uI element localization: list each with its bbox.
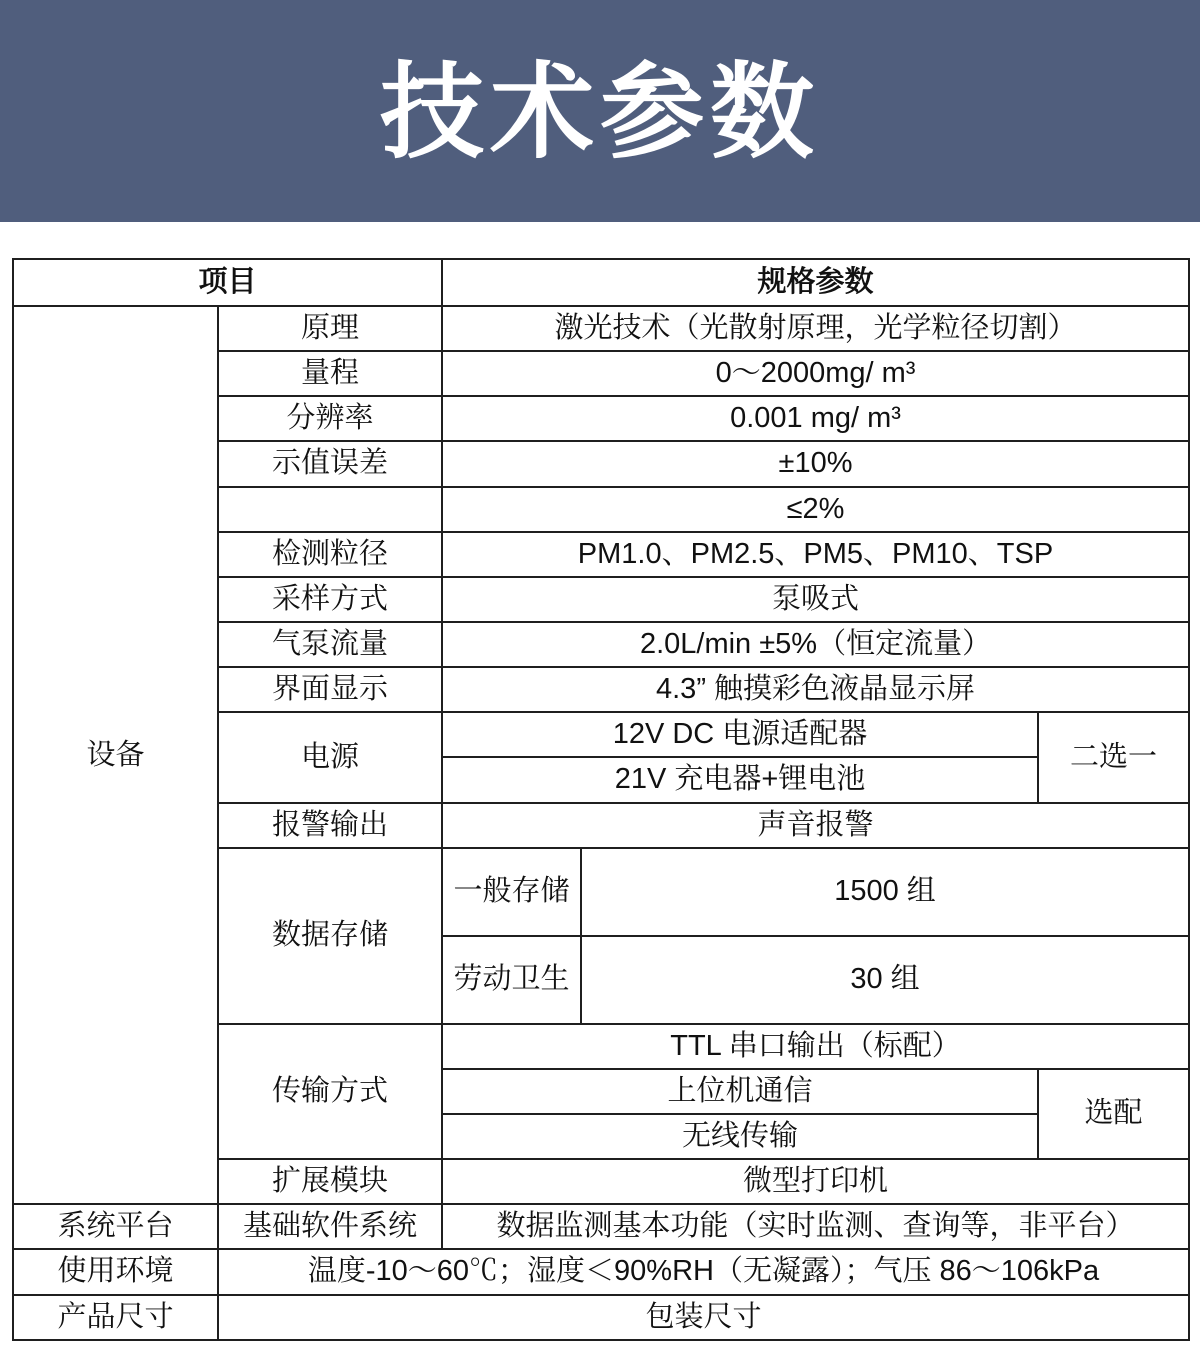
label-display: 界面显示 xyxy=(218,667,442,712)
value-indication-error: ±10% xyxy=(442,441,1189,486)
row-dimensions xyxy=(13,1295,1189,1340)
value-expansion: 微型打印机 xyxy=(442,1159,1189,1204)
spec-table xyxy=(12,258,1190,1341)
label-storage-hygiene: 劳动卫生 xyxy=(442,936,581,1024)
spec-table-container xyxy=(12,258,1188,1341)
label-principle: 原理 xyxy=(218,306,442,351)
label-transmission: 传输方式 xyxy=(218,1024,442,1159)
value-power-adapter: 12V DC 电源适配器 xyxy=(442,712,1038,757)
value-environment: 温度-10～60℃；湿度＜90%RH（无凝露）；气压 86～106kPa xyxy=(218,1249,1189,1294)
group-label-device: 设备 xyxy=(13,306,218,1204)
label-resolution: 分辨率 xyxy=(218,396,442,441)
label-pump-flow: 气泵流量 xyxy=(218,622,442,667)
label-sampling-method: 采样方式 xyxy=(218,577,442,622)
label-expansion: 扩展模块 xyxy=(218,1159,442,1204)
header-cell-spec: 规格参数 xyxy=(442,259,1189,306)
row-environment xyxy=(13,1249,1189,1294)
label-particle-sizes: 检测粒径 xyxy=(218,532,442,577)
value-platform: 数据监测基本功能（实时监测、查询等，非平台） xyxy=(442,1204,1189,1249)
label-dimensions: 产品尺寸 xyxy=(13,1295,218,1340)
label-range: 量程 xyxy=(218,351,442,396)
value-display: 4.3” 触摸彩色液晶显示屏 xyxy=(442,667,1189,712)
label-power: 电源 xyxy=(218,712,442,802)
value-particle-sizes: PM1.0、PM2.5、PM5、PM10、TSP xyxy=(442,532,1189,577)
value-repeatability: ≤2% xyxy=(442,487,1189,532)
label-platform: 系统平台 xyxy=(13,1204,218,1249)
row-principle xyxy=(13,306,1189,351)
title-banner xyxy=(0,0,1200,222)
value-transmission-standard: TTL 串口输出（标配） xyxy=(442,1024,1189,1069)
page-title: 技术参数 xyxy=(379,55,820,171)
value-power-battery: 21V 充电器+锂电池 xyxy=(442,757,1038,802)
label-environment: 使用环境 xyxy=(13,1249,218,1294)
value-storage-general: 1500 组 xyxy=(581,848,1189,936)
value-pump-flow: 2.0L/min ±5%（恒定流量） xyxy=(442,622,1189,667)
label-platform-software: 基础软件系统 xyxy=(218,1204,442,1249)
value-transmission-wireless: 无线传输 xyxy=(442,1114,1038,1159)
value-transmission-host: 上位机通信 xyxy=(442,1069,1038,1114)
label-repeatability-empty xyxy=(218,487,442,532)
value-sampling-method: 泵吸式 xyxy=(442,577,1189,622)
value-storage-hygiene: 30 组 xyxy=(581,936,1189,1024)
label-data-storage: 数据存储 xyxy=(218,848,442,1024)
label-storage-general: 一般存储 xyxy=(442,848,581,936)
value-resolution: 0.001 mg/ m³ xyxy=(442,396,1189,441)
label-indication-error: 示值误差 xyxy=(218,441,442,486)
value-alarm-output: 声音报警 xyxy=(442,803,1189,848)
value-principle: 激光技术（光散射原理，光学粒径切割） xyxy=(442,306,1189,351)
table-header-row xyxy=(13,259,1189,306)
value-dimensions: 包装尺寸 xyxy=(218,1295,1189,1340)
header-cell-item: 项目 xyxy=(13,259,442,306)
note-transmission-optional: 选配 xyxy=(1038,1069,1189,1159)
label-alarm-output: 报警输出 xyxy=(218,803,442,848)
note-power-choose-one: 二选一 xyxy=(1038,712,1189,802)
row-platform xyxy=(13,1204,1189,1249)
value-range: 0～2000mg/ m³ xyxy=(442,351,1189,396)
